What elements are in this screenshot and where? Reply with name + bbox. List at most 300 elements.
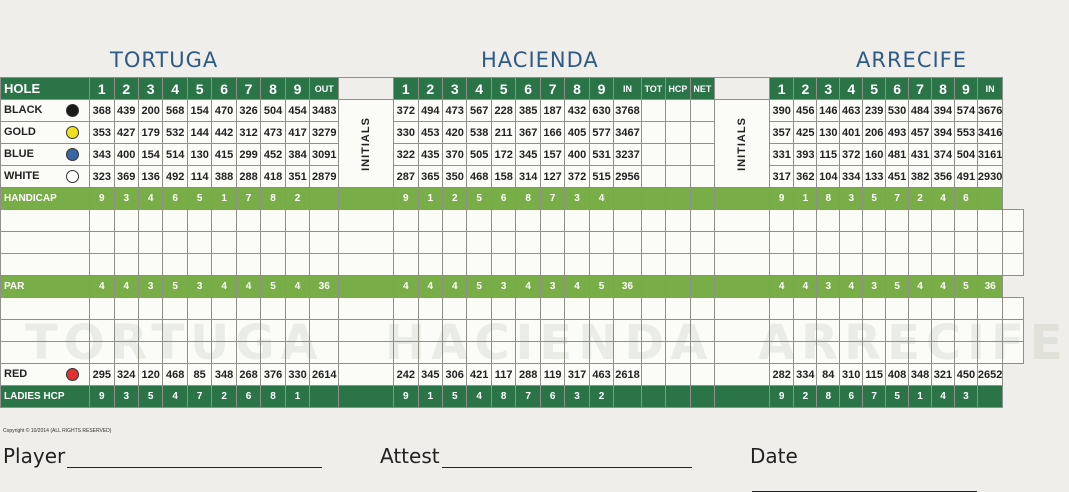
- yardage-cell: 317: [565, 364, 589, 386]
- score-entry-cell[interactable]: [261, 298, 285, 320]
- score-entry-cell[interactable]: [954, 232, 977, 254]
- score-entry-row: [1, 210, 1024, 232]
- par-row-value: 5: [467, 276, 491, 298]
- score-cell[interactable]: [641, 364, 665, 386]
- score-entry-cell[interactable]: [187, 254, 211, 276]
- score-entry-cell[interactable]: [863, 254, 886, 276]
- score-entry-cell[interactable]: [467, 320, 491, 342]
- initials-label: INITIALS: [360, 116, 373, 171]
- yardage-cell: 2618: [614, 364, 641, 386]
- score-entry-cell[interactable]: [909, 254, 932, 276]
- score-entry-cell[interactable]: [339, 232, 394, 254]
- score-entry-cell[interactable]: [443, 298, 467, 320]
- score-entry-cell[interactable]: [114, 320, 138, 342]
- score-entry-cell[interactable]: [909, 210, 932, 232]
- score-entry-cell[interactable]: [418, 232, 442, 254]
- yardage-cell: 322: [394, 144, 418, 166]
- score-entry-cell[interactable]: [863, 232, 886, 254]
- score-entry-cell[interactable]: [236, 342, 260, 364]
- score-entry-cell[interactable]: [589, 254, 613, 276]
- hole-number: 3: [443, 78, 467, 100]
- score-entry-cell[interactable]: [977, 320, 1002, 342]
- score-entry-cell[interactable]: [285, 298, 309, 320]
- score-entry-cell[interactable]: [443, 210, 467, 232]
- score-entry-cell[interactable]: [886, 254, 909, 276]
- yardage-cell: 481: [886, 144, 909, 166]
- score-entry-cell[interactable]: [285, 254, 309, 276]
- score-entry-cell[interactable]: [769, 254, 793, 276]
- yardage-cell: 531: [589, 144, 613, 166]
- yardage-cell: 415: [212, 144, 236, 166]
- score-entry-cell[interactable]: [886, 298, 909, 320]
- score-entry-cell[interactable]: [565, 254, 589, 276]
- score-entry-cell[interactable]: [690, 342, 714, 364]
- score-entry-cell[interactable]: [491, 254, 515, 276]
- score-entry-cell[interactable]: [840, 232, 863, 254]
- score-entry-cell[interactable]: [90, 210, 114, 232]
- score-entry-cell[interactable]: [310, 254, 339, 276]
- score-entry-cell[interactable]: [690, 232, 714, 254]
- score-entry-cell[interactable]: [840, 254, 863, 276]
- score-entry-cell[interactable]: [715, 254, 770, 276]
- score-entry-cell[interactable]: [516, 320, 540, 342]
- score-entry-cell[interactable]: [769, 298, 793, 320]
- score-entry-cell[interactable]: [932, 210, 955, 232]
- yardage-cell: 431: [909, 144, 932, 166]
- score-entry-cell[interactable]: [886, 210, 909, 232]
- par-row-value: 36: [977, 276, 1002, 298]
- score-entry-cell[interactable]: [794, 298, 817, 320]
- score-entry-cell[interactable]: [138, 320, 162, 342]
- yardage-cell: 130: [187, 144, 211, 166]
- score-entry-cell[interactable]: [540, 342, 564, 364]
- score-cell[interactable]: [666, 364, 691, 386]
- score-entry-cell[interactable]: [954, 210, 977, 232]
- score-entry-cell[interactable]: [1, 320, 90, 342]
- score-entry-cell[interactable]: [394, 254, 418, 276]
- score-entry-cell[interactable]: [589, 298, 613, 320]
- score-entry-cell[interactable]: [817, 320, 840, 342]
- score-entry-cell[interactable]: [212, 298, 236, 320]
- score-entry-cell[interactable]: [285, 342, 309, 364]
- score-entry-cell[interactable]: [212, 342, 236, 364]
- score-entry-cell[interactable]: [261, 232, 285, 254]
- score-entry-cell[interactable]: [977, 342, 1002, 364]
- hole-number: 2: [114, 78, 138, 100]
- score-entry-cell[interactable]: [817, 254, 840, 276]
- handicap-row-value: 5: [187, 188, 211, 210]
- score-entry-cell[interactable]: [932, 254, 955, 276]
- handicap-row-value: 3: [114, 188, 138, 210]
- score-entry-cell[interactable]: [769, 210, 793, 232]
- handicap-row-value: 5: [863, 188, 886, 210]
- score-entry-cell[interactable]: [690, 298, 714, 320]
- score-entry-cell[interactable]: [769, 320, 793, 342]
- score-entry-cell[interactable]: [310, 298, 339, 320]
- score-entry-cell[interactable]: [863, 342, 886, 364]
- score-cell[interactable]: [690, 144, 714, 166]
- score-entry-cell[interactable]: [690, 210, 714, 232]
- score-entry-cell[interactable]: [187, 232, 211, 254]
- score-entry-cell[interactable]: [794, 232, 817, 254]
- score-entry-cell[interactable]: [467, 232, 491, 254]
- empty-cell: [690, 188, 714, 210]
- initials-cell[interactable]: [715, 100, 770, 188]
- yardage-cell: 345: [418, 364, 442, 386]
- yardage-cell: 136: [138, 166, 162, 188]
- score-entry-cell[interactable]: [163, 298, 187, 320]
- score-entry-row: [1, 232, 1024, 254]
- score-entry-cell[interactable]: [769, 232, 793, 254]
- score-entry-cell[interactable]: [1003, 342, 1024, 364]
- score-entry-cell[interactable]: [977, 210, 1002, 232]
- score-entry-cell[interactable]: [1, 342, 90, 364]
- score-cell[interactable]: [690, 100, 714, 122]
- score-entry-cell[interactable]: [840, 298, 863, 320]
- score-entry-cell[interactable]: [394, 342, 418, 364]
- par-row-value: 5: [954, 276, 977, 298]
- score-entry-cell[interactable]: [565, 232, 589, 254]
- score-entry-cell[interactable]: [540, 232, 564, 254]
- par-row-value: 4: [794, 276, 817, 298]
- score-entry-cell[interactable]: [138, 232, 162, 254]
- score-entry-cell[interactable]: [794, 210, 817, 232]
- score-cell[interactable]: [641, 166, 665, 188]
- score-entry-cell[interactable]: [817, 342, 840, 364]
- score-entry-cell[interactable]: [954, 342, 977, 364]
- score-entry-cell[interactable]: [666, 342, 691, 364]
- score-entry-cell[interactable]: [285, 232, 309, 254]
- score-entry-cell[interactable]: [565, 320, 589, 342]
- score-entry-cell[interactable]: [1, 298, 90, 320]
- score-entry-cell[interactable]: [163, 342, 187, 364]
- score-entry-cell[interactable]: [491, 232, 515, 254]
- score-cell[interactable]: [666, 100, 691, 122]
- score-entry-cell[interactable]: [794, 254, 817, 276]
- yardage-cell: 484: [909, 100, 932, 122]
- score-entry-cell[interactable]: [1, 232, 90, 254]
- score-entry-cell[interactable]: [491, 320, 515, 342]
- ladies-hcp-row-value: 3: [114, 386, 138, 408]
- score-entry-cell[interactable]: [261, 210, 285, 232]
- score-entry-cell[interactable]: [443, 342, 467, 364]
- initials-cell[interactable]: [339, 100, 394, 188]
- score-entry-cell[interactable]: [310, 232, 339, 254]
- score-entry-cell[interactable]: [954, 298, 977, 320]
- score-entry-cell[interactable]: [565, 342, 589, 364]
- score-cell[interactable]: [666, 122, 691, 144]
- score-entry-cell[interactable]: [909, 298, 932, 320]
- yardage-cell: 630: [589, 100, 613, 122]
- score-entry-cell[interactable]: [394, 232, 418, 254]
- score-entry-cell[interactable]: [932, 232, 955, 254]
- score-entry-cell[interactable]: [932, 320, 955, 342]
- score-entry-cell[interactable]: [769, 342, 793, 364]
- score-entry-cell[interactable]: [666, 254, 691, 276]
- score-entry-cell[interactable]: [1003, 210, 1024, 232]
- score-entry-cell[interactable]: [285, 320, 309, 342]
- score-entry-cell[interactable]: [641, 320, 665, 342]
- score-entry-cell[interactable]: [641, 232, 665, 254]
- score-entry-cell[interactable]: [666, 232, 691, 254]
- yardage-cell: 435: [418, 144, 442, 166]
- score-entry-cell[interactable]: [339, 342, 394, 364]
- score-entry-cell[interactable]: [641, 254, 665, 276]
- score-entry-cell[interactable]: [614, 232, 641, 254]
- score-entry-cell[interactable]: [163, 232, 187, 254]
- score-entry-cell[interactable]: [690, 320, 714, 342]
- score-entry-row: [1, 342, 1024, 364]
- score-entry-cell[interactable]: [394, 320, 418, 342]
- score-entry-cell[interactable]: [909, 232, 932, 254]
- score-entry-cell[interactable]: [138, 210, 162, 232]
- score-entry-cell[interactable]: [840, 210, 863, 232]
- score-entry-cell[interactable]: [516, 298, 540, 320]
- score-entry-cell[interactable]: [418, 320, 442, 342]
- score-entry-cell[interactable]: [187, 298, 211, 320]
- score-entry-row: [1, 320, 1024, 342]
- score-entry-cell[interactable]: [187, 210, 211, 232]
- score-entry-cell[interactable]: [516, 210, 540, 232]
- score-entry-cell[interactable]: [236, 232, 260, 254]
- score-entry-cell[interactable]: [467, 254, 491, 276]
- player-signature[interactable]: [3, 444, 322, 468]
- score-entry-cell[interactable]: [138, 254, 162, 276]
- yardage-cell: 324: [114, 364, 138, 386]
- score-entry-cell[interactable]: [614, 298, 641, 320]
- yardage-cell: 295: [90, 364, 114, 386]
- handicap-row-value: 8: [817, 188, 840, 210]
- score-cell[interactable]: [666, 144, 691, 166]
- score-entry-cell[interactable]: [516, 254, 540, 276]
- score-entry-cell[interactable]: [817, 298, 840, 320]
- score-entry-cell[interactable]: [666, 298, 691, 320]
- score-entry-cell[interactable]: [261, 320, 285, 342]
- score-cell[interactable]: [690, 364, 714, 386]
- score-entry-cell[interactable]: [565, 210, 589, 232]
- score-entry-cell[interactable]: [715, 298, 770, 320]
- score-entry-cell[interactable]: [540, 320, 564, 342]
- score-entry-cell[interactable]: [212, 254, 236, 276]
- score-entry-cell[interactable]: [212, 320, 236, 342]
- score-entry-cell[interactable]: [1, 210, 90, 232]
- score-entry-cell[interactable]: [114, 298, 138, 320]
- score-entry-cell[interactable]: [886, 232, 909, 254]
- yardage-cell: 382: [909, 166, 932, 188]
- yardage-cell: 160: [863, 144, 886, 166]
- score-entry-cell[interactable]: [1003, 232, 1024, 254]
- score-entry-cell[interactable]: [909, 320, 932, 342]
- score-entry-cell[interactable]: [715, 232, 770, 254]
- date-signature[interactable]: [750, 444, 1024, 492]
- score-entry-cell[interactable]: [491, 298, 515, 320]
- score-entry-cell[interactable]: [90, 254, 114, 276]
- score-entry-cell[interactable]: [163, 210, 187, 232]
- score-entry-cell[interactable]: [236, 254, 260, 276]
- score-entry-cell[interactable]: [589, 342, 613, 364]
- handicap-row-value: 2: [443, 188, 467, 210]
- score-entry-cell[interactable]: [932, 342, 955, 364]
- score-entry-cell[interactable]: [138, 342, 162, 364]
- score-entry-cell[interactable]: [90, 298, 114, 320]
- score-entry-cell[interactable]: [817, 210, 840, 232]
- score-entry-cell[interactable]: [977, 298, 1002, 320]
- score-entry-cell[interactable]: [794, 320, 817, 342]
- score-entry-cell[interactable]: [285, 210, 309, 232]
- attest-signature[interactable]: [380, 444, 692, 468]
- score-entry-cell[interactable]: [236, 210, 260, 232]
- score-entry-cell[interactable]: [418, 298, 442, 320]
- score-entry-cell[interactable]: [394, 298, 418, 320]
- score-entry-cell[interactable]: [114, 342, 138, 364]
- ladies-hcp-row-value: 5: [886, 386, 909, 408]
- score-entry-cell[interactable]: [932, 298, 955, 320]
- score-entry-cell[interactable]: [863, 210, 886, 232]
- score-entry-cell[interactable]: [90, 320, 114, 342]
- score-entry-cell[interactable]: [1003, 320, 1024, 342]
- score-entry-cell[interactable]: [641, 298, 665, 320]
- score-entry-cell[interactable]: [212, 232, 236, 254]
- score-entry-cell[interactable]: [163, 320, 187, 342]
- score-entry-cell[interactable]: [690, 254, 714, 276]
- score-entry-cell[interactable]: [1003, 298, 1024, 320]
- score-entry-cell[interactable]: [443, 232, 467, 254]
- score-entry-cell[interactable]: [954, 254, 977, 276]
- score-cell[interactable]: [690, 166, 714, 188]
- attest-line[interactable]: [442, 449, 692, 468]
- score-entry-cell[interactable]: [817, 232, 840, 254]
- score-entry-cell[interactable]: [90, 232, 114, 254]
- par-row-value: 4: [840, 276, 863, 298]
- score-entry-cell[interactable]: [1, 254, 90, 276]
- score-entry-cell[interactable]: [212, 210, 236, 232]
- score-entry-cell[interactable]: [909, 342, 932, 364]
- score-entry-cell[interactable]: [310, 210, 339, 232]
- score-entry-cell[interactable]: [614, 320, 641, 342]
- score-cell[interactable]: [641, 144, 665, 166]
- tee-label: [1, 122, 90, 144]
- par-row-value: 3: [817, 276, 840, 298]
- par-row-value: 36: [614, 276, 641, 298]
- yardage-cell: 492: [163, 166, 187, 188]
- score-entry-cell[interactable]: [715, 342, 770, 364]
- score-cell[interactable]: [666, 166, 691, 188]
- score-entry-cell[interactable]: [418, 210, 442, 232]
- score-entry-cell[interactable]: [794, 342, 817, 364]
- score-entry-cell[interactable]: [339, 320, 394, 342]
- score-entry-cell[interactable]: [187, 320, 211, 342]
- score-entry-cell[interactable]: [418, 254, 442, 276]
- score-entry-cell[interactable]: [310, 320, 339, 342]
- course-title-tortuga: TORTUGA: [110, 48, 219, 72]
- score-entry-cell[interactable]: [977, 254, 1002, 276]
- hole-number: 8: [261, 78, 285, 100]
- score-entry-cell[interactable]: [565, 298, 589, 320]
- score-entry-cell[interactable]: [443, 254, 467, 276]
- score-entry-cell[interactable]: [589, 320, 613, 342]
- score-entry-cell[interactable]: [540, 210, 564, 232]
- score-entry-cell[interactable]: [339, 298, 394, 320]
- score-entry-cell[interactable]: [863, 298, 886, 320]
- score-entry-cell[interactable]: [236, 320, 260, 342]
- score-entry-cell[interactable]: [641, 210, 665, 232]
- score-entry-cell[interactable]: [516, 342, 540, 364]
- score-entry-cell[interactable]: [261, 254, 285, 276]
- tee-label: [1, 100, 90, 122]
- score-entry-cell[interactable]: [840, 320, 863, 342]
- date-label: Date: [750, 444, 798, 468]
- score-entry-cell[interactable]: [666, 320, 691, 342]
- score-entry-cell[interactable]: [840, 342, 863, 364]
- yardage-cell: 468: [467, 166, 491, 188]
- score-entry-cell[interactable]: [261, 342, 285, 364]
- score-entry-cell[interactable]: [977, 232, 1002, 254]
- score-entry-cell[interactable]: [666, 210, 691, 232]
- yardage-cell: 2956: [614, 166, 641, 188]
- score-entry-cell[interactable]: [138, 298, 162, 320]
- score-entry-cell[interactable]: [394, 210, 418, 232]
- score-entry-cell[interactable]: [1003, 254, 1024, 276]
- score-entry-cell[interactable]: [614, 210, 641, 232]
- score-entry-cell[interactable]: [540, 298, 564, 320]
- yardage-cell: 85: [187, 364, 211, 386]
- par-row-value: 3: [138, 276, 162, 298]
- score-entry-cell[interactable]: [443, 320, 467, 342]
- score-entry-cell[interactable]: [114, 232, 138, 254]
- score-entry-cell[interactable]: [589, 232, 613, 254]
- score-cell[interactable]: [641, 122, 665, 144]
- score-entry-cell[interactable]: [418, 342, 442, 364]
- score-entry-cell[interactable]: [614, 254, 641, 276]
- yardage-cell: 104: [817, 166, 840, 188]
- ladies-hcp-row-value: 9: [769, 386, 793, 408]
- yardage-cell: 2930: [977, 166, 1002, 188]
- score-entry-cell[interactable]: [236, 298, 260, 320]
- score-entry-cell[interactable]: [715, 320, 770, 342]
- score-entry-cell[interactable]: [715, 210, 770, 232]
- score-entry-cell[interactable]: [589, 210, 613, 232]
- score-entry-cell[interactable]: [886, 342, 909, 364]
- score-cell[interactable]: [641, 100, 665, 122]
- score-cell[interactable]: [690, 122, 714, 144]
- score-entry-cell[interactable]: [163, 254, 187, 276]
- player-line[interactable]: [67, 449, 322, 468]
- par-row-value: 4: [909, 276, 932, 298]
- score-entry-cell[interactable]: [516, 232, 540, 254]
- yardage-cell: 367: [516, 122, 540, 144]
- score-entry-cell[interactable]: [114, 210, 138, 232]
- score-entry-cell[interactable]: [886, 320, 909, 342]
- score-entry-cell[interactable]: [863, 320, 886, 342]
- score-entry-cell[interactable]: [90, 342, 114, 364]
- score-entry-cell[interactable]: [614, 342, 641, 364]
- score-entry-cell[interactable]: [339, 254, 394, 276]
- score-entry-cell[interactable]: [491, 210, 515, 232]
- score-entry-cell[interactable]: [954, 320, 977, 342]
- score-entry-cell[interactable]: [339, 210, 394, 232]
- score-entry-cell[interactable]: [187, 342, 211, 364]
- score-entry-cell[interactable]: [310, 342, 339, 364]
- date-line[interactable]: [752, 473, 977, 492]
- score-entry-cell[interactable]: [641, 342, 665, 364]
- yardage-cell: 463: [589, 364, 613, 386]
- score-entry-cell[interactable]: [540, 254, 564, 276]
- score-entry-cell[interactable]: [467, 210, 491, 232]
- score-entry-cell[interactable]: [491, 342, 515, 364]
- score-entry-cell[interactable]: [114, 254, 138, 276]
- score-entry-cell[interactable]: [467, 342, 491, 364]
- score-entry-cell[interactable]: [467, 298, 491, 320]
